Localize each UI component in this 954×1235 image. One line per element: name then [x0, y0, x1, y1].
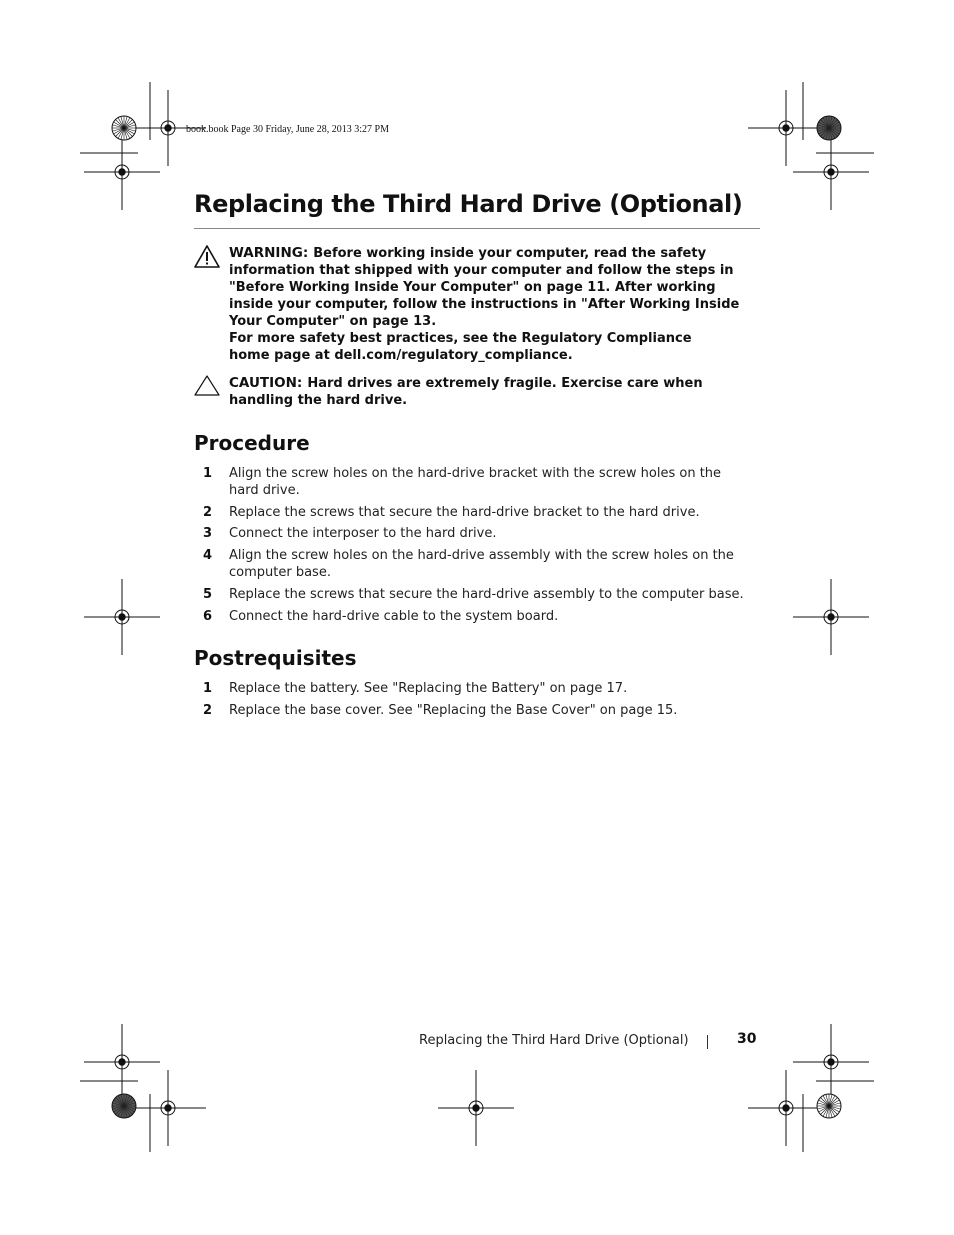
warning-line: For more safety best practices, see the Regulatory Compliance: [229, 331, 692, 346]
warning-triangle-icon: [194, 245, 220, 274]
procedure-step: [194, 465, 754, 499]
step-number: 5: [203, 587, 213, 602]
caution-notice: [194, 375, 766, 409]
procedure-step: [194, 504, 754, 521]
step-number: 2: [203, 703, 213, 718]
caution-line: handling the hard drive.: [229, 393, 408, 408]
postrequisite-step: [194, 680, 754, 697]
procedure-step: [194, 547, 754, 581]
caution-label: CAUTION:: [229, 375, 303, 391]
postrequisite-step: [194, 702, 754, 719]
step-number: 3: [203, 526, 213, 541]
step-text: Align the screw holes on the hard-drive assembly with the screw holes on the: [229, 548, 734, 563]
step-text: Align the screw holes on the hard-drive bracket with the screw holes on the: [229, 466, 722, 481]
step-text: Replace the screws that secure the hard-drive bracket to the hard drive.: [229, 505, 700, 520]
step-text: computer base.: [229, 565, 331, 580]
step-text: Connect the hard-drive cable to the system board.: [229, 609, 559, 624]
step-text: hard drive.: [229, 483, 300, 498]
step-text: Connect the interposer to the hard drive.: [229, 526, 497, 541]
warning-line: home page at dell.com/regulatory_compliance.: [229, 348, 573, 363]
postrequisites-steps: [194, 680, 754, 719]
warning-line: information that shipped with your computer and follow the steps in: [229, 263, 734, 278]
procedure-step: [194, 525, 754, 542]
warning-notice: [194, 245, 766, 364]
step-number: 4: [203, 548, 213, 563]
step-number: 6: [203, 609, 213, 624]
procedure-steps: [194, 465, 754, 625]
warning-label: WARNING:: [229, 245, 309, 261]
footer-section-title: Replacing the Third Hard Drive (Optional): [419, 1033, 689, 1048]
warning-line: "Before Working Inside Your Computer" on page 11. After working: [229, 280, 716, 295]
procedure-heading: Procedure: [194, 431, 310, 455]
print-header: book.book Page 30 Friday, June 28, 2013 3:27 PM: [186, 124, 389, 135]
step-text: Replace the screws that secure the hard-drive assembly to the computer base.: [229, 587, 744, 602]
title-divider: [194, 228, 760, 229]
page-title: Replacing the Third Hard Drive (Optional): [194, 190, 743, 218]
procedure-step: [194, 586, 754, 603]
postrequisites-heading: Postrequisites: [194, 646, 357, 670]
procedure-step: [194, 608, 754, 625]
step-number: 1: [203, 681, 213, 696]
step-text: Replace the battery. See "Replacing the Battery" on page 17.: [229, 681, 628, 696]
step-number: 1: [203, 466, 213, 481]
step-text: Replace the base cover. See "Replacing the Base Cover" on page 15.: [229, 703, 678, 718]
page-number: 30: [737, 1031, 757, 1047]
footer-separator: [707, 1035, 708, 1049]
warning-line: Before working inside your computer, read the safety: [313, 246, 707, 261]
caution-triangle-icon: [194, 375, 220, 402]
warning-line: inside your computer, follow the instructions in "After Working Inside: [229, 297, 740, 312]
caution-line: Hard drives are extremely fragile. Exercise care when: [307, 376, 703, 391]
warning-line: Your Computer" on page 13.: [229, 314, 437, 329]
step-number: 2: [203, 505, 213, 520]
